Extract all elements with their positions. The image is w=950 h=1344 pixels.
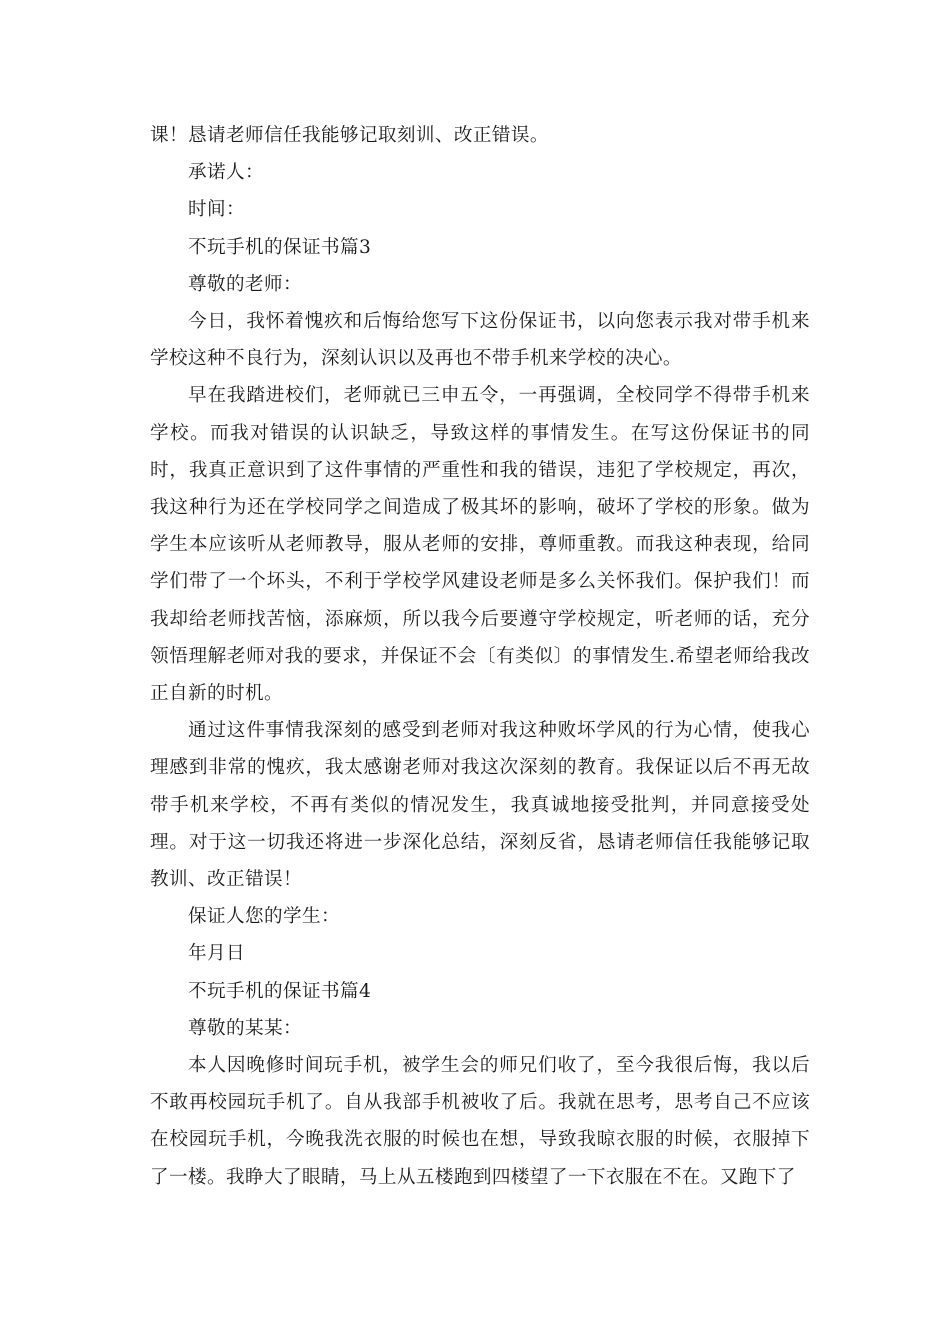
section-title-3: 不玩手机的保证书篇3 — [188, 236, 372, 258]
body-paragraph: 早在我踏进校们，老师就已三申五令，一再强调，全校同学不得带手机来学校。而我对错误的认识缺乏，导致这样的事情发生。在写这份保证书的同时，我真正意识到了这件事情的严重性和我的错误，违犯了学校规定，再次，我这种行为还在学校同学之间造成了极其坏的影响，破坏了学校的形象。做为学生本应该听从老师教导，服从老师的安排，尊师重教。而我这种表现，给同学们带了一个坏头，不利于学校学风建设老师是多么关怀我们。保护我们！而我却给老师找苦恼，添麻烦，所以我今后要遵守学校规定，听老师的话，充分领悟理解老师对我的要求，并保证不会〔有类似〕的事情发生.希望老师给我改正自新的时机。 — [150, 385, 810, 705]
salutation-someone: 尊敬的某某： — [188, 1017, 302, 1039]
document-body — [150, 117, 810, 1196]
date-label: 年月日 — [188, 943, 245, 965]
paragraph-continuation: 课！恳请老师信任我能够记取刻训、改正错误。 — [150, 125, 549, 146]
body-paragraph: 今日，我怀着愧疚和后悔给您写下这份保证书，以向您表示我对带手机来学校这种不良行为，深刻认识以及再也不带手机来学校的决心。 — [150, 311, 810, 370]
section-title-4: 不玩手机的保证书篇4 — [188, 980, 372, 1002]
promisor-label: 承诺人： — [188, 162, 264, 184]
time-label: 时间： — [188, 199, 245, 221]
guarantor-label: 保证人您的学生： — [188, 906, 340, 928]
salutation-teacher: 尊敬的老师： — [188, 273, 302, 295]
body-paragraph: 通过这件事情我深刻的感受到老师对我这种败坏学风的行为心情，使我心理感到非常的愧疚，我太感谢老师对我这次深刻的教育。我保证以后不再无故带手机来学校，不再有类似的情况发生，我真诚地接受批判，并同意接受处理。对于这一切我还将进一步深化总结，深刻反省，恳请老师信任我能够记取教训、改正错误！ — [150, 720, 810, 891]
body-paragraph: 本人因晚修时间玩手机，被学生会的师兄们收了，至今我很后悔，我以后不敢再校园玩手机了。自从我部手机被收了后。我就在思考，思考自己不应该在校园玩手机，今晚我洗衣服的时候也在想，导致我晾衣服的时候，衣服掉下了一楼。我睁大了眼睛，马上从五楼跑到四楼望了一下衣服在不在。又跑下了 — [150, 1055, 810, 1188]
